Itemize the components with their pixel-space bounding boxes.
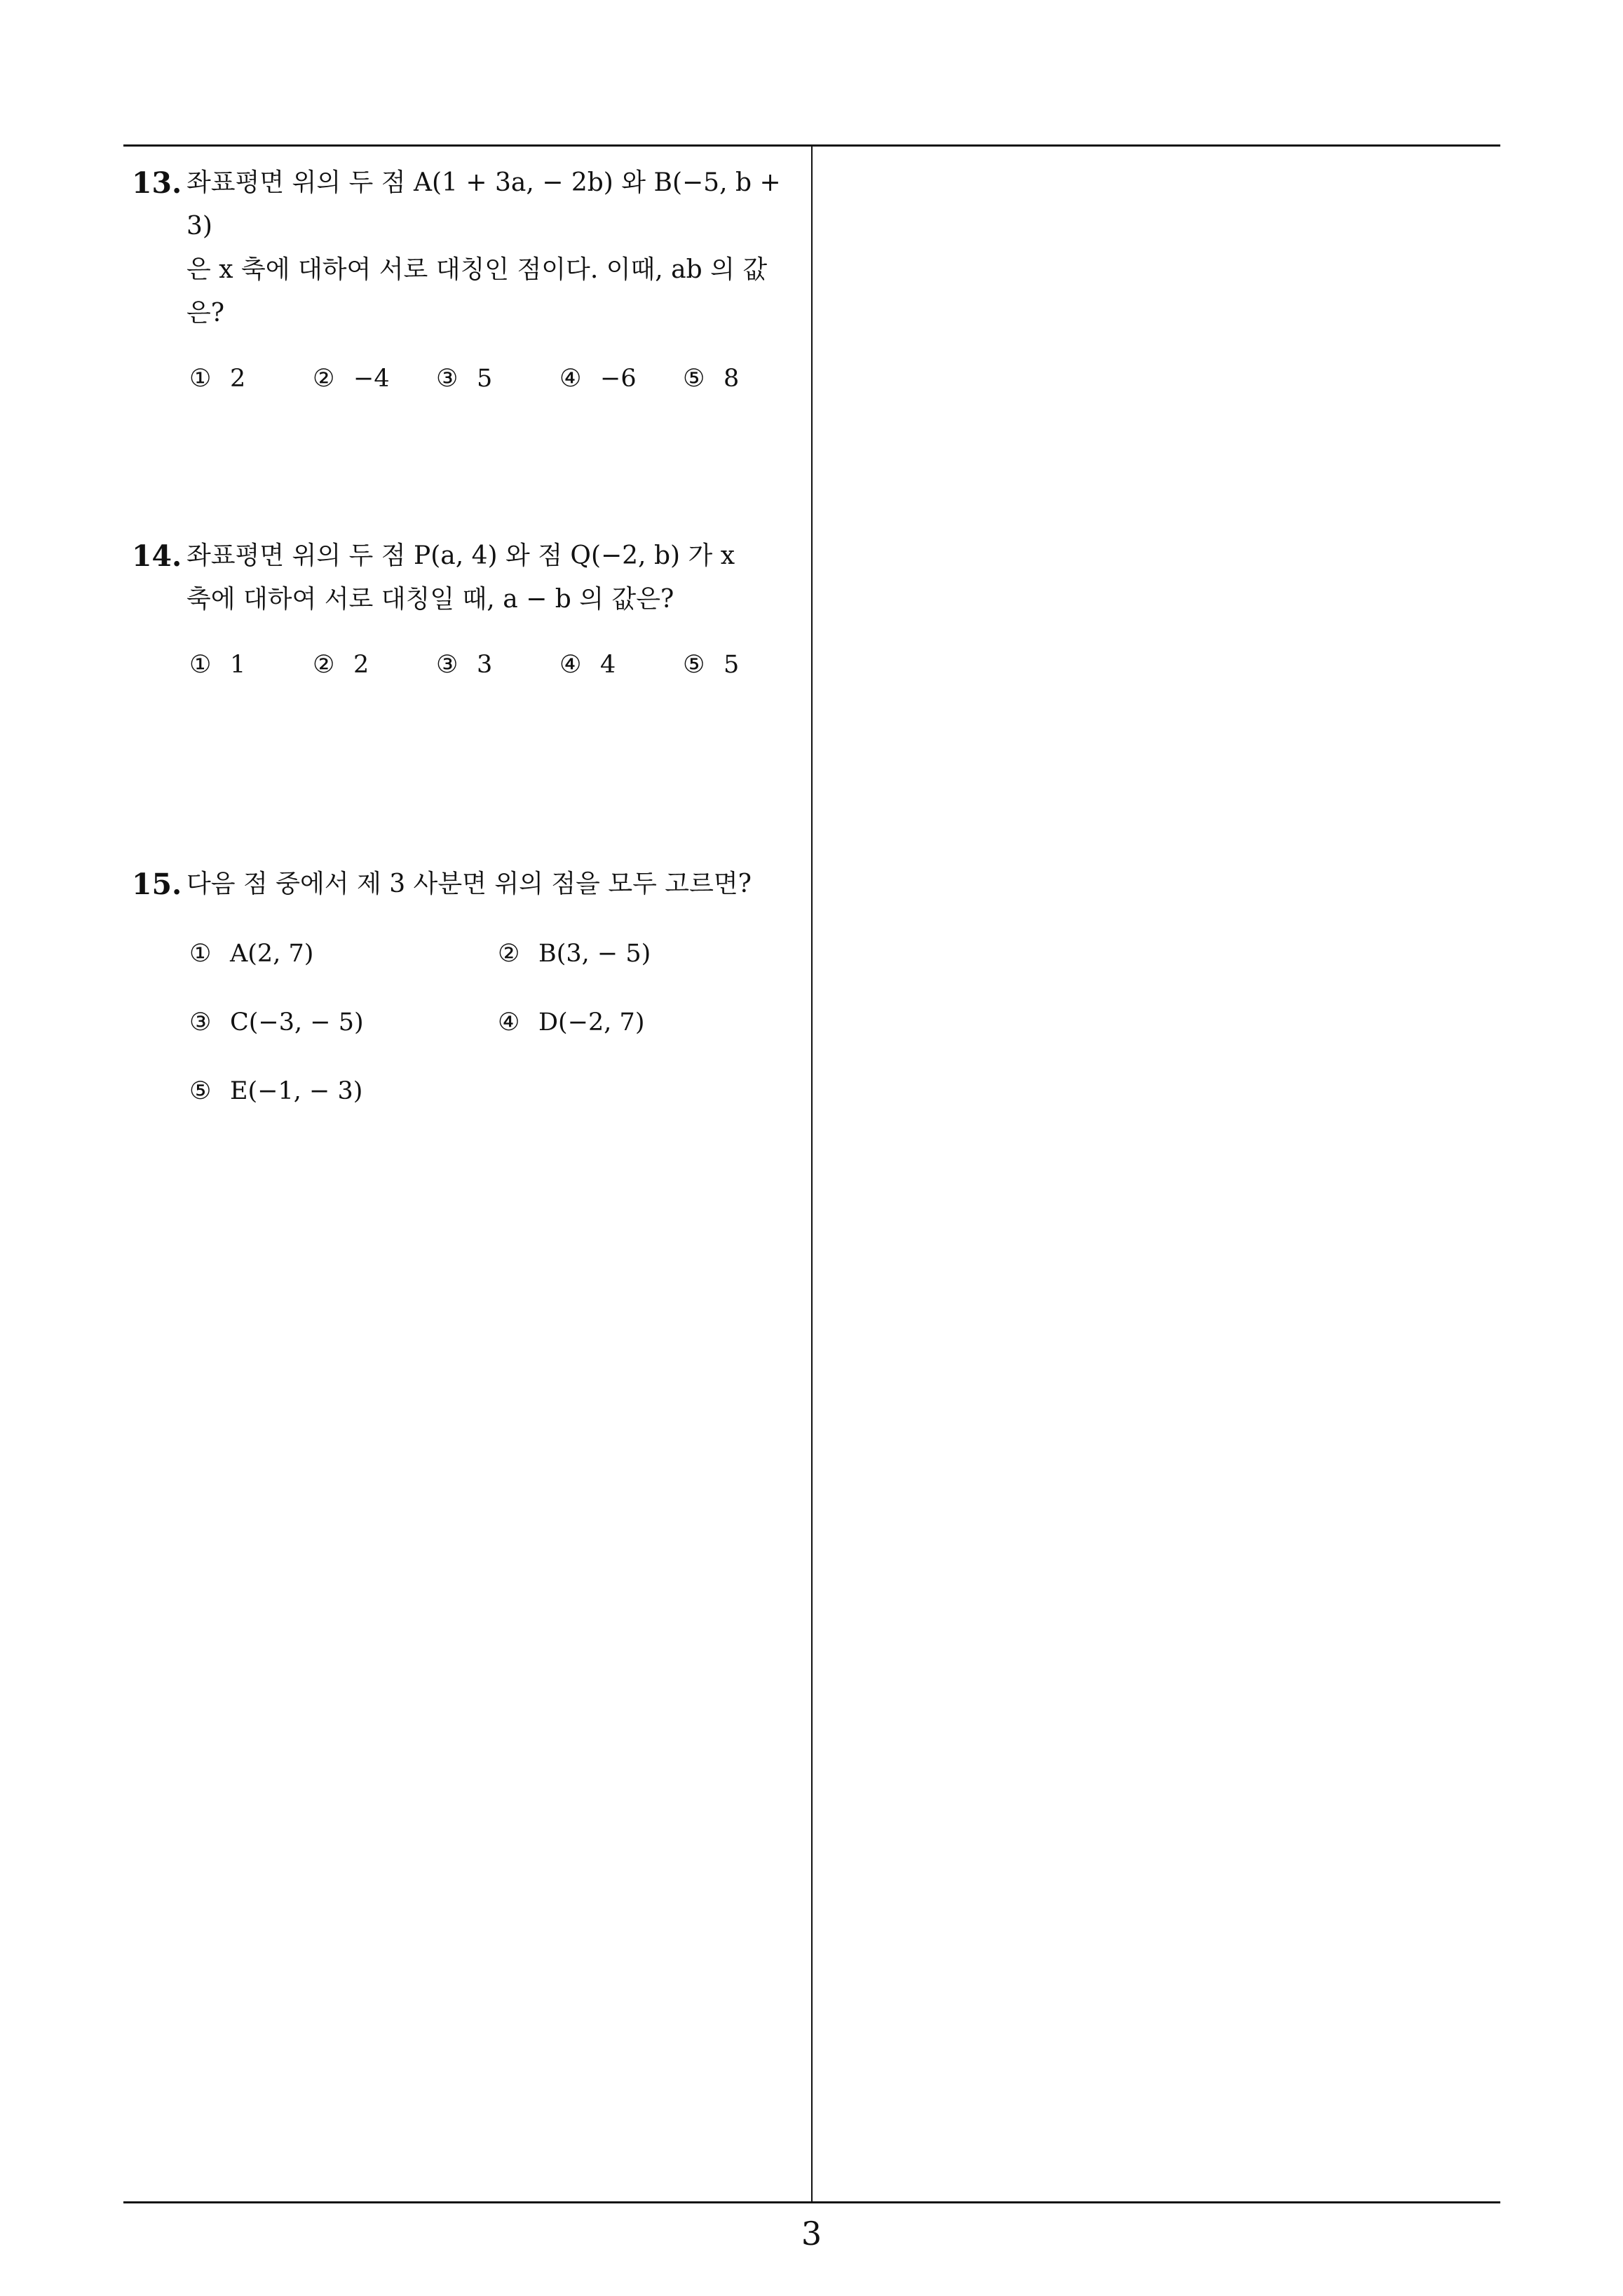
choice-marker: ④	[559, 365, 582, 393]
choice-marker: ①	[189, 651, 212, 679]
choice-2[interactable]	[313, 651, 369, 679]
choice-4[interactable]	[559, 365, 637, 393]
choice-5[interactable]	[683, 651, 739, 679]
choice-text: 4	[600, 651, 616, 679]
page-number: 3	[801, 2215, 822, 2253]
choice-text: 8	[724, 365, 740, 393]
choice-text: 5	[724, 651, 740, 679]
choice-1[interactable]	[189, 365, 245, 393]
choice-text: B(3, − 5)	[538, 940, 651, 968]
choice-3[interactable]	[189, 1008, 364, 1036]
problem-13-line-2: 은 x 축에 대하여 서로 대칭인 점이다. 이때, ab 의 값	[186, 255, 768, 284]
problem-15-stem	[132, 863, 805, 906]
problem-14-stem	[132, 534, 805, 621]
problem-14-line-1: 좌표평면 위의 두 점 P(a, 4) 와 점 Q(−2, b) 가 x	[186, 541, 735, 570]
choice-text: −4	[353, 365, 390, 393]
problem-13-line-1: 좌표평면 위의 두 점 A(1 + 3a, − 2b) 와 B(−5, b + 3)	[186, 168, 781, 241]
choice-2[interactable]	[313, 365, 390, 393]
problem-14	[132, 534, 805, 693]
choice-text: A(2, 7)	[230, 940, 314, 968]
problem-13-stem	[132, 161, 805, 335]
choice-marker: ②	[313, 365, 335, 393]
problem-15-choices	[189, 940, 805, 1146]
problem-13	[132, 161, 805, 407]
problem-15-line-1: 다음 점 중에서 제 3 사분면 위의 점을 모두 고르면?	[186, 870, 752, 898]
choice-4[interactable]	[498, 1008, 644, 1036]
choice-text: D(−2, 7)	[538, 1008, 645, 1036]
choice-marker: ②	[313, 651, 335, 679]
choice-marker: ②	[498, 940, 520, 968]
choice-row	[189, 1008, 805, 1077]
choice-4[interactable]	[559, 651, 616, 679]
choice-text: C(−3, − 5)	[230, 1008, 364, 1036]
choice-row	[189, 940, 805, 1008]
choice-5[interactable]	[189, 1077, 362, 1105]
choice-marker: ⑤	[189, 1077, 212, 1105]
choice-marker: ①	[189, 365, 212, 393]
choice-1[interactable]	[189, 940, 313, 968]
choice-marker: ⑤	[683, 365, 705, 393]
problem-15	[132, 863, 805, 1146]
choice-text: E(−1, − 3)	[230, 1077, 363, 1105]
problem-13-choices	[189, 365, 805, 407]
choice-text: 3	[477, 651, 493, 679]
choice-text: 1	[230, 651, 246, 679]
choice-2[interactable]	[498, 940, 651, 968]
choice-marker: ①	[189, 940, 212, 968]
problem-15-number: 15.	[132, 867, 182, 901]
choice-row	[189, 1077, 805, 1146]
problem-14-number: 14.	[132, 539, 182, 573]
choice-3[interactable]	[436, 651, 492, 679]
column-divider	[811, 145, 813, 2203]
choice-text: 2	[230, 365, 246, 393]
problem-13-number: 13.	[132, 166, 182, 200]
choice-text: 5	[477, 365, 493, 393]
choice-marker: ③	[189, 1008, 212, 1036]
choice-marker: ③	[436, 365, 459, 393]
choice-marker: ⑤	[683, 651, 705, 679]
choice-marker: ④	[559, 651, 582, 679]
choice-text: 2	[353, 651, 369, 679]
problem-14-line-2: 축에 대하여 서로 대칭일 때, a − b 의 값은?	[186, 585, 674, 614]
problem-14-choices	[189, 651, 805, 693]
choice-text: −6	[600, 365, 637, 393]
choice-1[interactable]	[189, 651, 245, 679]
choice-3[interactable]	[436, 365, 492, 393]
choice-marker: ④	[498, 1008, 520, 1036]
choice-5[interactable]	[683, 365, 739, 393]
bottom-rule	[123, 2201, 1500, 2203]
choice-marker: ③	[436, 651, 459, 679]
problem-13-line-3: 은?	[186, 299, 225, 327]
